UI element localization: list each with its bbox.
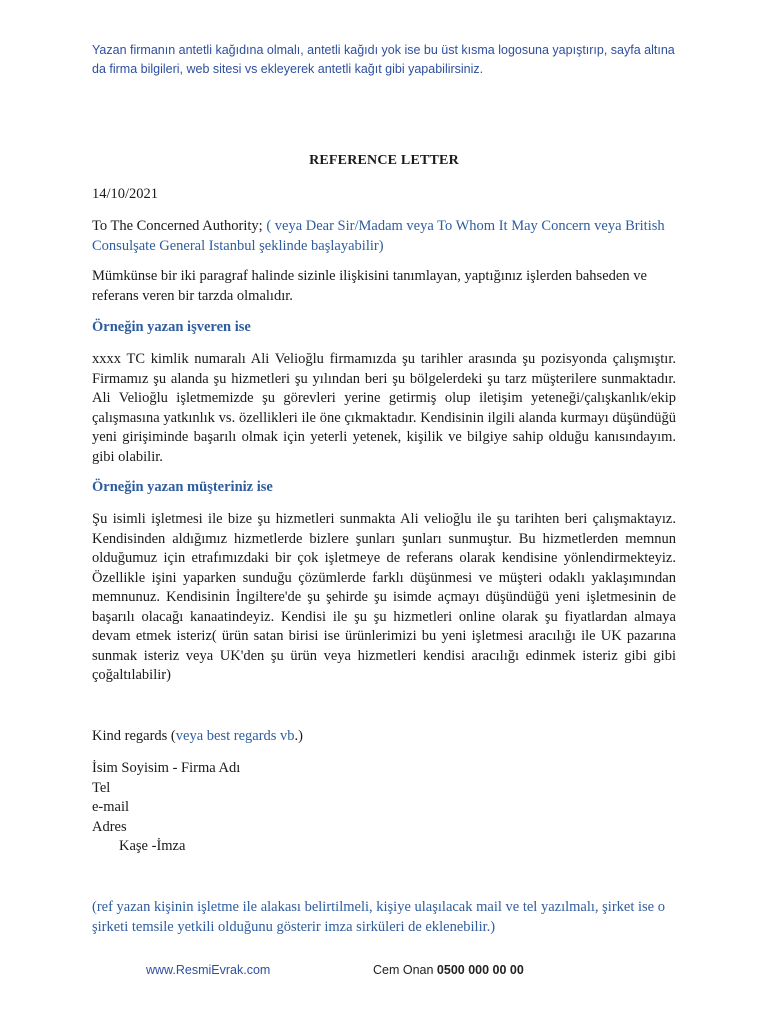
employer-example-paragraph: xxxx TC kimlik numaralı Ali Velioğlu firmamızda şu tarihler arasında şu pozisyonda çalışmıştır. Firmamız şu alanda şu hizmetleri şu yılından beri şu bölgelerdeki şu tarz müşterilere sunmaktadır. Ali Velioğlu işletmemizde şu görevleri yerine getirmiş olup iletişim yeteneği/çalışkanlık/ekip çalışmasına yatkınlık vs. özellikleri ile öne çıkmaktadır. Kendisinin ilgili alanda kurmayı düşündüğü yeni girişiminde başarılı olmak için yeterli yetenek, kişilik ve bilgiye sahip olduğu kanısındayım. gibi olabilir.	[92, 351, 676, 465]
salutation-main: To The Concerned Authority;	[92, 218, 267, 234]
letter-date: 14/10/2021	[92, 186, 159, 202]
closing-main: Kind regards (	[92, 728, 176, 744]
signature-block	[92, 759, 676, 857]
closing-end: .)	[294, 728, 304, 744]
signature-tel: Tel	[92, 779, 111, 796]
letterhead-instruction: Yazan firmanın antetli kağıdına olmalı, antetli kağıdı yok ise bu üst kısma logosuna yapıştırıp, sayfa altına da firma bilgileri, web sitesi vs ekleyerek antetli kağıt gibi yapabilirsiniz.	[92, 43, 675, 76]
footer-contact	[373, 963, 524, 977]
signature-stamp: Kaşe -İmza	[119, 838, 186, 854]
footer-contact-name: Cem Onan	[373, 963, 437, 977]
signature-email: e-mail	[92, 799, 130, 815]
footer-contact-phone: 0500 000 00 00	[436, 963, 524, 977]
customer-example-paragraph: Şu isimli işletmesi ile bize şu hizmetleri sunmakta Ali velioğlu ile şu tarihten beri çalışmaktayız. Kendisinden aldığımız hizmetlerde bizlere şunları şunları sunmuştur. Bu hizmetlerden memnun olduğumuz için etrafımızdaki bir çok işletmeye de referans olarak kendisine yönlendirmekteyiz. Özellikle işini yaparken sunduğu çözümlerde farklı düşünmesi ve müşteri odaklı yaklaşımından memnunuz. Kendisinin İngiltere'de şu şehirde şu isimde açmayı düşündüğü yeni işletmesinin de başarılı olacağı kanaatindeyiz. Kendisi ile şu şu hizmetleri online olarak şu fiyatlardan almaya devam etmek isteriz( ürün satan birisi ise ürünlerimizi bu yeni işletmesi aracılığı ile UK pazarına sunmak isteriz veya UK'den şu ürün veya hizmetleri kendisi aracılığı edinmek isteriz gibi gibi çoğaltılabilir)	[92, 511, 676, 683]
footer-website-link[interactable]: www.ResmiEvrak.com	[146, 963, 271, 977]
intro-paragraph: Mümkünse bir iki paragraf halinde sizinle ilişkisini tanımlayan, yaptığınız işlerden bahseden ve referans veren bir tarzda olmalıdır.	[92, 268, 647, 304]
signature-address: Adres	[92, 818, 127, 835]
letter-title: REFERENCE LETTER	[309, 153, 459, 168]
closing	[92, 727, 676, 747]
bottom-instruction: (ref yazan kişinin işletme ile alakası belirtilmeli, kişiye ulaşılacak mail ve tel yazılmalı, şirket ise o şirketi temsile yetkili olduğunu gösterir imza sirküleri de eklenebilir.)	[92, 899, 665, 935]
employer-example-heading: Örneğin yazan işveren ise	[92, 319, 251, 335]
salutation	[92, 217, 676, 256]
signature-name: İsim Soyisim - Firma Adı	[92, 760, 241, 776]
customer-example-heading: Örneğin yazan müşteriniz ise	[92, 479, 273, 495]
closing-alternative: veya best regards vb	[175, 728, 295, 744]
salutation-alternatives: ( veya Dear Sir/Madam veya To Whom It May Concern veya British Consulşate General Istanbul şeklinde başlayabilir)	[92, 218, 665, 254]
